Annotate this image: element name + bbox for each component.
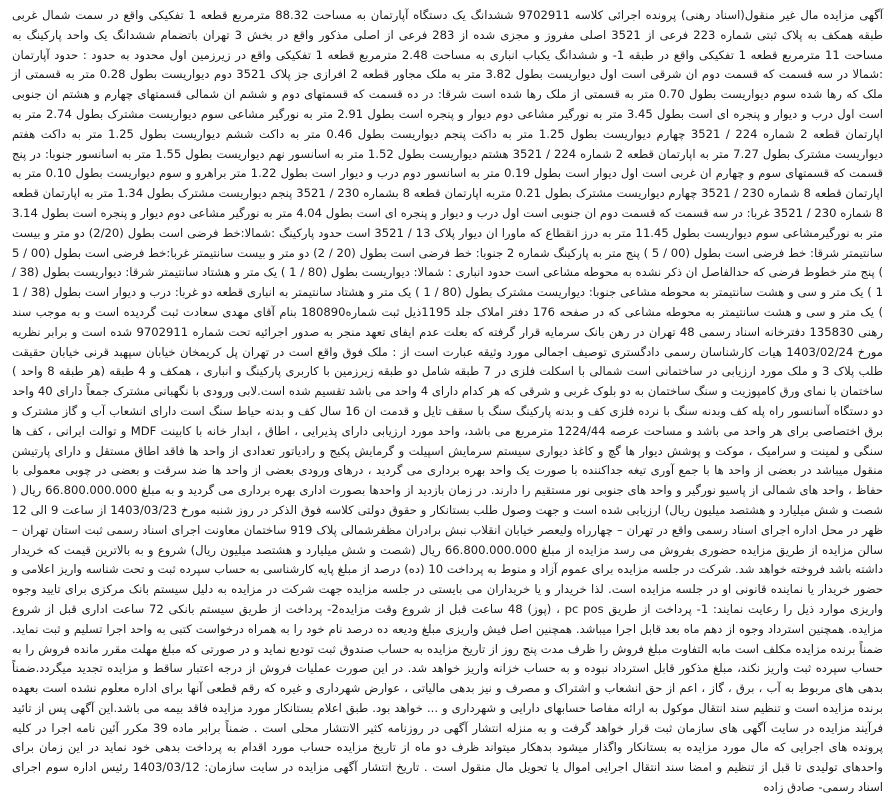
notice-body-text: آگهی مزایده مال غیر منقول(اسناد رهنی) پرونده اجرائی کلاسه 9702911 ششدانگ یک دستگاه آپارتمان به مساحت 88.32 مترمربع قطعه 1 تفکیکی واقع در سمت شمال غربی طبقه همکف به پلاک ثبتی شماره 223 فرعی از 3521 اصلی مفروز و مجزی شده از 283 فرعی از اصلی مذکور واقع در بخش 3 تهران باتضمام ششدانگ یک واحد پارکینگ به مساحت 11 مترمربع قطعه 1 تفکیکی واقع در طبقه 1- و ششدانگ یکباب انباری به مساحت 2.48 مترمربع قطعه 1 تفکیکی واقع در زیرزمین اول محدود به حدود : حدود آپارتمان :شمالا در سه قسمت که قسمت دوم ان شرقی است اول دیواریست بطول 3.82 متر به ملک مجاور قطعه 2 افرازی جز پلاک 3521 دوم دیواریست بطول 0.28 متر به قسمتی از ملک که رها شده سوم دیواریست بطول 0.70 متر به قسمتی از ملک رها شده است شرقا: در ده قسمت که قسمتهای دوم و ششم ان شمالی قسمتهای چهارم و هشتم ان جنوبی است اول درب و دیوار و پنجره ای است بطول 3.45 متر به نورگیر مشاعی دوم دیوار و پنجره است بطول 2.91 متر به نورگیر مشاعی سوم دیواریست مشترک بطول 2.74 متر به اپارتمان قطعه 2 شماره 224 / 3521 چهارم دیواریست بطول 1.25 متر به داکت پنجم دیواریست بطول 0.46 متر به داکت ششم دیواریست بطول 1.25 متر به داکت هفتم دیواریست مشترک بطول 7.27 متر به اپارتمان قطعه 2 شماره 224 / 3521 هشتم دیواریست بطول 1.52 متر به اسانسور نهم دیواریست بطول 1.55 متر به اسانسور جنوبا: در پنج قسمت که قسمتهای سوم و چهارم ان غربی است اول دیوار است بطول 0.19 متر به اسانسور دوم درب و دیوار است بطول 1.22 متر براهرو و سوم دیواریست بطول 0.10 متر به اپارتمان قطعه 8 شماره 230 / 3521 چهارم دیواریست مشترک بطول 0.21 متربه اپارتمان قطعه 8 بشماره 230 / 3521 پنجم دیواریست مشترک بطول 1.34 متر به اپارتمان قطعه 8 شماره 230 / 3521 غربا: در سه قسمت که قسمت دوم ان جنوبی است اول درب و دیوار و پنجره ای است بطول 4.04 متر به نورگیر مشاعی دوم دیوار و پنجره است بطول 3.14 متر به نورگیرمشاعی سوم دیواریست بطول 11.45 متر به درز انقطاع که ماورا ان دیوار پلاک 13 / 3521 است حدود پارکینگ :شمالا:خط فرضی است بطول (2/20) دو متر و بیست سانتیمتر شرقا: خط فرضی است بطول (00 / 5 ) پنج متر به پارکینگ شماره 2 جنوبا: خط فرضی است بطول (20 / 2) دو متر و بیست سانتیمتر غربا:خط فرضی است بطول (00 / 5 ) پنج متر خطوط فرضی که حدالفاصل ان ذکر نشده به محوطه مشاعی است حدود انباری : شمالا: دیواریست بطول (80 / 1 ) یک متر و هشتاد سانتیمتر شرقا: دیواریست بطول (38 / 1 ) یک متر و سی و هشت سانتیمتر به محوطه مشاعی جنوبا: دیواریست مشترک بطول (80 / 1 ) یک متر و هشتاد سانتیمتر به انباری قطعه دو غربا: درب و دیوار است بطول (38 / 1 ) یک متر و سی و هشت سانتیمتر به محوطه مشاعی که در صفحه 176 دفتر املاک جلد 1195ذیل ثبت شماره180890 بنام آقای مهدی سعادت ثبت گردیده است و به موجب سند رهنی 135830 دفترخانه اسناد رسمی 48 تهران در رهن بانک سرمایه قرار گرفته که بعلت عدم ایفای تعهد منجر به صدور اجرائیه تحت شماره 9702911 شده است و برابر نظریه مورخ 1403/02/24 هیات کارشناسان رسمی دادگستری توصیف اجمالی مورد وثیقه عبارت است از : ملک فوق واقع است در تهران پل کریمخان خیابان سپهبد قرنی خیابان حقیقت طلب پلاک 3 و ملک مورد ارزیابی در ساختمانی است شمالی با اسکلت فلزی در 7 طبقه شامل دو طبقه زیرزمین با کاربری پارکینگ و انباری ، همکف و 4 طبقه (هر طبقه 8 واحد ) ساختمان با نمای ورق کامپوزیت و سنگ ساختمان به دو بلوک غربی و شرقی که هر کدام دارای 4 واحد می باشد تقسیم شده است.لابی ورودی با نگهبانی مشترک جمعاً دارای 40 واحد دو دستگاه آسانسور راه پله کف وبدنه سنگ با نرده فلزی کف و بدنه پارکینگ سنگ با سقف تایل و قدمت ان 16 سال کف و بدنه حیاط سنگ است دارای انشعاب آب و گاز مشترک و برق اختصاصی برای هر واحد می باشد و مساحت عرصه 1224/44 مترمربع می باشد، واحد مورد ارزیابی دارای پذیرایی ، اطاق ، ابدار خانه با کابینت MDF و توالت ایرانی ، کف ها سنگی و لمینت و سرامیک ، موکت و پوشش دیوار ها گچ و کاغذ دیواری سیستم سرمایش اسپیلت و گرمایش پکیج و رادیاتور تعدادی از واحد ها فاقد اطاق مستقل و دارای پارتیشن منقول میباشد در بعضی از واحد ها با جمع آوری تیغه جداکننده با صورت یک واحد بهره برداری می گردید ، درهای ورودی بعضی از واحد ها ضد سرقت و بعضی در چوبی معمولی با حفاظ ، واحد های شمالی از پاسیو نورگیر و واحد های جنوبی نور مستقیم را دارند. در زمان بازدید از واحدها بصورت اداری بهره برداری می گردید و به مبلغ 66.800.000.000 ریال ( شصت و شش میلیارد و هشتصد میلیون ریال) ارزیابی شده است و جهت وصول طلب بستانکار و حقوق دولتی کلاسه فوق الذکر در روز شنبه مورخ 1403/03/23 از ساعت 9 الی 12 ظهر در محل اداره اجرای اسناد رسمی واقع در تهران – چهارراه ولیعصر خیابان انقلاب نبش برادران مظفرشمالی پلاک 919 ساختمان معاونت اجرای اسناد رسمی ثبت استان تهران – سالن مزایده از طریق مزایده حضوری بفروش می رسد مزایده از مبلغ 66.800.000.000 ریال (شصت و شش میلیارد و هشتصد میلیون ریال) شروع و به بالاترین قیمت که خریدار داشته باشد فروخته خواهد شد. شرکت در جلسه مزایده برای عموم آزاد و منوط به پرداخت 10 (ده) درصد از مبلغ پایه کارشناسی به حساب سپرده ثبت و تحت شناسه واریز اعلامی و حضور خریدار یا نماینده قانونی او در جلسه مزایده است. لذا خریدار و یا خریداران می بایستی در جلسه مزایده جهت شرکت در مزایده به دلیل سیستم بانک مرکزی برای تایید وجوه واریزی موارد ذیل را رعایت نمایند: 1- پرداخت از طریق pc pos ، (پوز) 48 ساعت قبل از شروع وقت مزایده2- پرداخت از طریق سیستم بانکی 72 ساعت اداری قبل از شروع مزایده. همچنین استرداد وجوه از دهم ماه بعد قابل اجرا میباشد. همچنین اصل فیش واریزی مبلغ ودیعه ده درصد نام خود را به همراه درخواست کتبی به واحد اجرا تسلیم و ثبت نماید. ضمناً برنده مزایده مکلف است مابه التفاوت مبلغ فروش را ظرف مدت پنج روز از تاریخ مزایده به حساب صندوق ثبت تودیع نماید و در صورتی که مبلغ مهلت مقرر مانده فروش را به حساب سپرده ثبت واریز نکند، مبلغ مذکور قابل استرداد نبوده و به حساب خزانه واریز خواهد شد. در این صورت عملیات فروش از درجه اعتبار ساقط و مزایده تجدید میگردد.ضمناً بدهی های مربوط به آب ، برق ، گاز ، اعم از حق انشعاب و اشتراک و مصرف و نیز بدهی مالیاتی ، عوارض شهرداری و غیره که رقم قطعی آنها برای اداره معلوم نشده است بعهده برنده مزایده است و تنظیم سند انتقال موکول به ارائه مفاصا حسابهای دارایی و شهرداری و ... خواهد بود. طبق اعلام بستانکار مورد مزایده فاقد بیمه می باشد.این آگهی پس از تائید فرآیند مزایده در سایت آگهی های سازمان ثبت قرار خواهد گرفت و به منزله انتشار آگهی در روزنامه کثیر الانتشار محلی است . ضمناً برابر ماده 39 مکرر آئین نامه اجرا در کلیه پرونده های اجرایی که مال مورد مزایده به بستانکار واگذار میشود بدهکار میتواند ظرف دو ماه از تاریخ مزایده حساب مورد اقدام به پرداخت بدهی خود نماید در این زمان برای واحدهای تولیدی تا قبل از تنظیم و امضا سند انتقال اجرایی اموال یا تحویل مال منقول است . تاریخ انتشار آگهی مزایده در سایت سازمان: 1403/03/12 رئیس اداره سوم اجرای اسناد رسمی- صادق زاده	[12, 8, 884, 795]
